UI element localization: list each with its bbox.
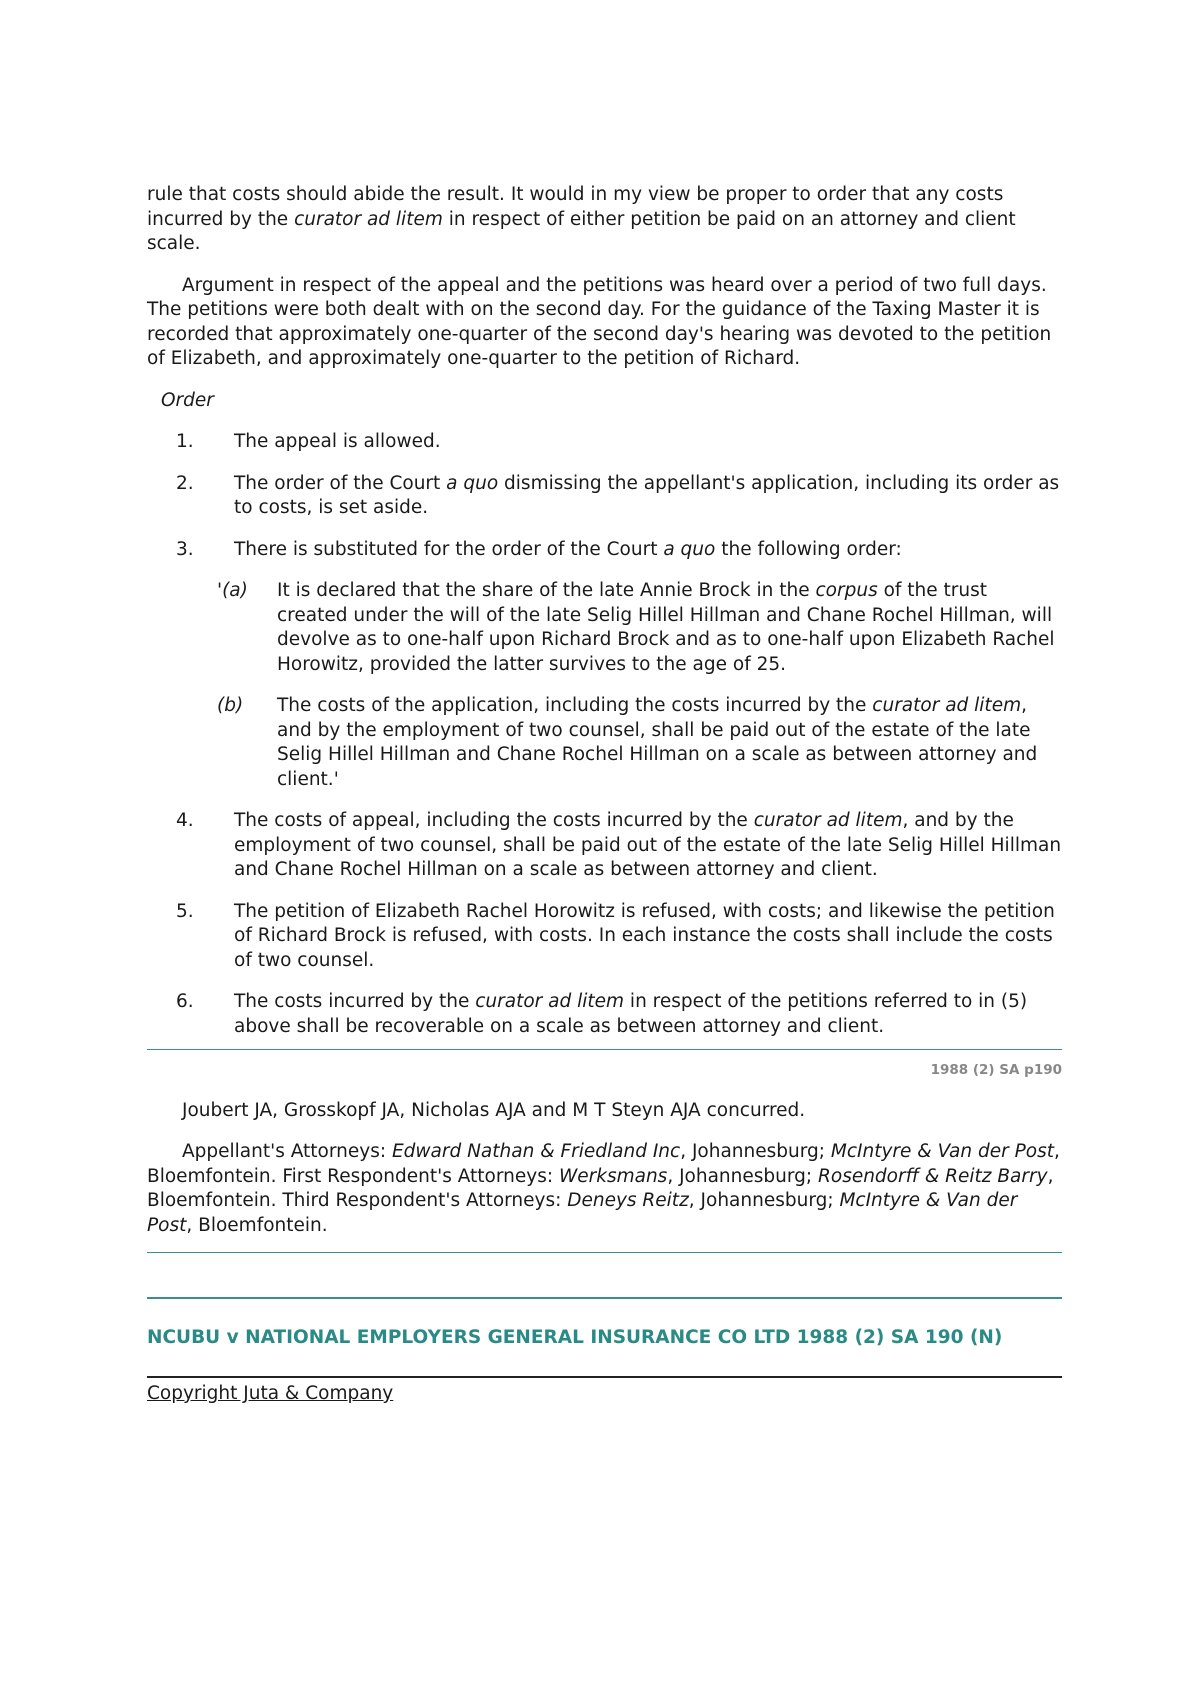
copyright-link[interactable]: Copyright Juta & Company — [147, 1383, 394, 1404]
order-item-1: 1. The appeal is allowed. — [176, 431, 441, 452]
order-subitem-a: '(a) It is declared that the share of the late Annie Brock in the corpus of the trust created under the will of the late Selig Hillel Hillman and Chane Rochel Hillman, will devolve as to one-half upon Richard Brock and as to one-half upon Elizabeth Rachel Horowitz, provided the latter survives to the age of 25. — [217, 580, 1055, 675]
footer-divider — [147, 1376, 1062, 1378]
intro-paragraph-1: rule that costs should abide the result. It would in my view be proper to order that any costs incurred by the curator ad litem in respect of either petition be paid on an attorney and client scale. — [147, 184, 1016, 254]
order-item-2: 2. The order of the Court a quo dismissing the appellant's application, including its order as to costs, is set aside. — [176, 472, 1060, 518]
intro-paragraph-2: Argument in respect of the appeal and the petitions was heard over a period of two full days. The petitions were both dealt with on the second day. For the guidance of the Taxing Master it is recorded that approximately one-quarter of the second day's hearing was devoted to the petition of Elizabeth, and approximately one-quarter to the petition of Richard. — [147, 274, 1052, 369]
order-item-4: 4. The costs of appeal, including the costs incurred by the curator ad litem, and by the employment of two counsel, shall be paid out of the estate of the late Selig Hillel Hillman and Chane Rochel Hillman on a scale as between attorney and client. — [176, 810, 1062, 880]
order-item-3: 3. There is substituted for the order of the Court a quo the following order: — [176, 538, 902, 560]
next-case-divider — [147, 1297, 1062, 1299]
page-reference: 1988 (2) SA p190 — [930, 1062, 1062, 1078]
attorneys-paragraph: Appellant's Attorneys: Edward Nathan & Friedland Inc, Johannesburg; McIntyre & Van der Post, Bloemfontein. First Respondent's Attorneys: Werksmans, Johannesburg; Rosendorff & Reitz Barry, Bloemfontein. Third Respondent's Attorneys: Deneys Reitz, Johannesburg; McIntyre & Van der Post, Bloemfontein. — [147, 1141, 1060, 1236]
concurred-paragraph: Joubert JA, Grosskopf JA, Nicholas AJA and M T Steyn AJA concurred. — [182, 1099, 806, 1121]
next-case-title-link[interactable]: NCUBU v NATIONAL EMPLOYERS GENERAL INSURANCE CO LTD 1988 (2) SA 190 (N) — [147, 1327, 1003, 1348]
order-item-6: 6. The costs incurred by the curator ad litem in respect of the petitions referred to in (5) above shall be recoverable on a scale as between attorney and client. — [176, 991, 1028, 1037]
order-heading: Order — [161, 389, 214, 411]
order-subitem-b: (b) The costs of the application, including the costs incurred by the curator ad litem, and by the employment of two counsel, shall be paid out of the estate of the late Selig Hillel Hillman and Chane Rochel Hillman on a scale as between attorney and client.' — [217, 695, 1038, 790]
order-item-5: 5. The petition of Elizabeth Rachel Horowitz is refused, with costs; and likewise the petition of Richard Brock is refused, with costs. In each instance the costs shall include the costs of two counsel. — [176, 900, 1055, 971]
judgment-page — [147, 183, 1062, 1407]
page-break-divider — [147, 1049, 1062, 1050]
end-of-case-divider — [147, 1252, 1062, 1253]
